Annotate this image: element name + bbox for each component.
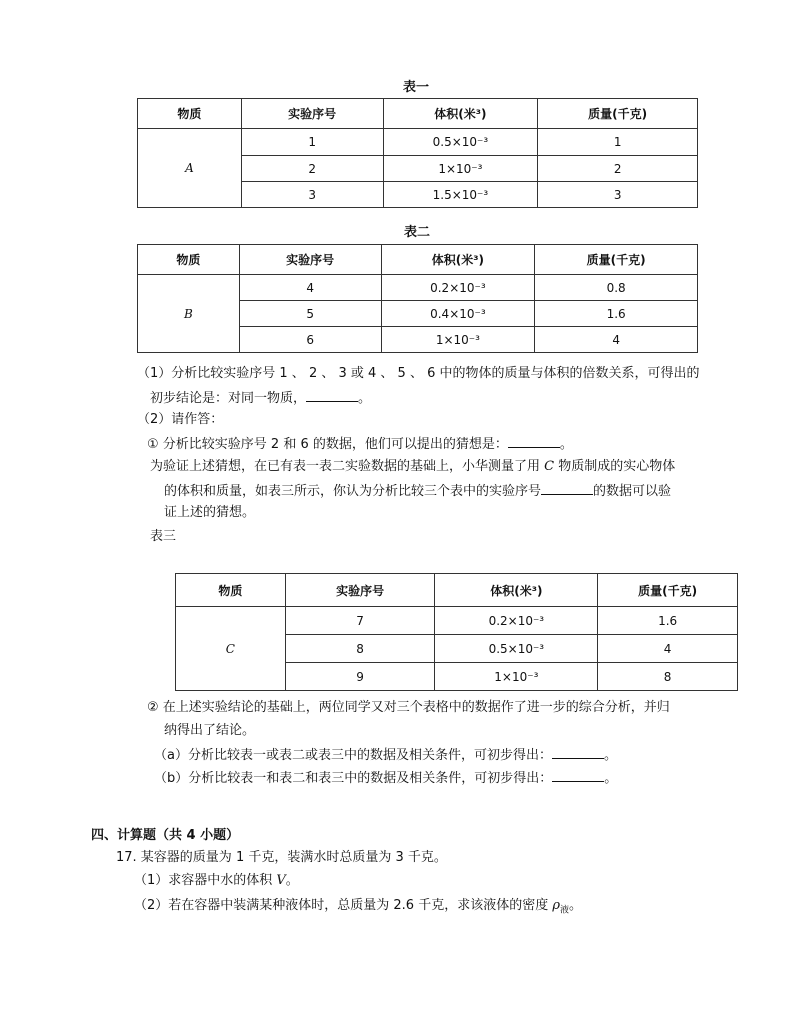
q2-verify-text2b: 的数据可以验 xyxy=(593,484,672,499)
header-volume: 体积(米³) xyxy=(383,99,538,129)
q2-verify-var: C xyxy=(544,459,555,474)
table3-caption: 表三 xyxy=(150,529,177,544)
q17-sub2 xyxy=(134,897,582,920)
mass-cell: 8 xyxy=(598,663,738,691)
mass-cell: 1.6 xyxy=(535,301,698,327)
table2 xyxy=(137,244,698,353)
header-mass: 质量(千克) xyxy=(538,99,698,129)
q2-c2-line1: ② 在上述实验结论的基础上，两位同学又对三个表格中的数据作了进一步的综合分析，并归 xyxy=(147,700,670,715)
table2-caption: 表二 xyxy=(404,225,431,240)
table-row xyxy=(138,275,698,301)
q17-sub2-text: （2）若在容器中装满某种液体时，总质量为 2.6 千克，求该液体的密度 xyxy=(134,898,553,913)
q2-head: （2）请作答： xyxy=(137,412,224,427)
q2-a-answer-blank xyxy=(552,745,604,759)
q2-verify-answer-blank xyxy=(541,481,593,495)
volume-cell: 1×10⁻³ xyxy=(381,327,535,353)
q2-c1-answer-blank xyxy=(508,434,560,448)
volume-cell: 0.4×10⁻³ xyxy=(381,301,535,327)
q2-a-line xyxy=(154,745,617,765)
table-header-row xyxy=(138,245,698,275)
q1-line1: （1）分析比较实验序号 1 、 2 、 3 或 4 、 5 、 6 中的物体的质量与体积的倍数关系，可得出的 xyxy=(137,366,700,381)
q1-line2 xyxy=(150,388,371,408)
serial-cell: 7 xyxy=(285,607,435,635)
header-serial: 实验序号 xyxy=(239,245,381,275)
mass-cell: 4 xyxy=(535,327,698,353)
header-mass: 质量(千克) xyxy=(535,245,698,275)
header-substance: 物质 xyxy=(138,245,240,275)
q1-answer-blank xyxy=(306,388,358,402)
volume-cell: 0.2×10⁻³ xyxy=(435,607,598,635)
header-volume: 体积(米³) xyxy=(381,245,535,275)
volume-cell: 0.5×10⁻³ xyxy=(383,129,538,156)
mass-cell: 0.8 xyxy=(535,275,698,301)
q2-b-answer-blank xyxy=(552,768,604,782)
section-title: 四、计算题（共 4 小题） xyxy=(91,828,240,843)
table3 xyxy=(175,573,738,691)
q2-verify-line1 xyxy=(150,458,675,476)
mass-cell: 1 xyxy=(538,129,698,156)
header-mass: 质量(千克) xyxy=(598,574,738,607)
table-header-row xyxy=(138,99,698,129)
serial-cell: 6 xyxy=(239,327,381,353)
q2-c1-end: 。 xyxy=(559,437,573,452)
table1-caption: 表一 xyxy=(403,80,430,95)
q1-line2-end: 。 xyxy=(358,391,372,406)
mass-cell: 2 xyxy=(538,156,698,182)
serial-cell: 3 xyxy=(241,182,383,208)
q17-sub1-var: V xyxy=(276,873,286,888)
volume-cell: 0.2×10⁻³ xyxy=(381,275,535,301)
mass-cell: 3 xyxy=(538,182,698,208)
serial-cell: 8 xyxy=(285,635,435,663)
table1 xyxy=(137,98,698,208)
header-substance: 物质 xyxy=(138,99,242,129)
q2-b-end: 。 xyxy=(604,771,618,786)
q2-c2-line2: 纳得出了结论。 xyxy=(164,723,256,738)
q17-sub2-end: 。 xyxy=(569,898,583,913)
q17-sub1 xyxy=(134,872,299,890)
substance-cell: B xyxy=(138,275,240,353)
q2-b-line xyxy=(154,768,617,788)
q1-line2-text: 初步结论是：对同一物质， xyxy=(150,391,307,406)
substance-cell: C xyxy=(176,607,286,691)
volume-cell: 1.5×10⁻³ xyxy=(383,182,538,208)
q2-verify-line3: 证上述的猜想。 xyxy=(164,505,256,520)
q2-c1-text: ① 分析比较实验序号 2 和 6 的数据，他们可以提出的猜想是： xyxy=(147,437,508,452)
header-substance: 物质 xyxy=(176,574,286,607)
volume-cell: 0.5×10⁻³ xyxy=(435,635,598,663)
serial-cell: 5 xyxy=(239,301,381,327)
q2-c1-line xyxy=(147,434,573,454)
serial-cell: 9 xyxy=(285,663,435,691)
q2-verify-text1: 为验证上述猜想，在已有表一表二实验数据的基础上，小华测量了用 xyxy=(150,459,545,474)
q2-verify-text1b: 物质制成的实心物体 xyxy=(554,459,676,474)
serial-cell: 4 xyxy=(239,275,381,301)
q2-b-text: （b）分析比较表一和表二和表三中的数据及相关条件，可初步得出： xyxy=(154,771,553,786)
table-header-row xyxy=(176,574,738,607)
q2-a-text: （a）分析比较表一或表二或表三中的数据及相关条件，可初步得出： xyxy=(154,748,552,763)
table-row xyxy=(176,607,738,635)
volume-cell: 1×10⁻³ xyxy=(435,663,598,691)
header-volume: 体积(米³) xyxy=(435,574,598,607)
q17-text: 17. 某容器的质量为 1 千克，装满水时总质量为 3 千克。 xyxy=(116,850,447,865)
q17-sub1-text: （1）求容器中水的体积 xyxy=(134,873,277,888)
q17-sub1-end: 。 xyxy=(285,873,299,888)
q2-verify-line2 xyxy=(164,481,671,501)
serial-cell: 2 xyxy=(241,156,383,182)
header-serial: 实验序号 xyxy=(241,99,383,129)
substance-cell: A xyxy=(138,129,242,208)
mass-cell: 1.6 xyxy=(598,607,738,635)
volume-cell: 1×10⁻³ xyxy=(383,156,538,182)
q2-a-end: 。 xyxy=(603,748,617,763)
header-serial: 实验序号 xyxy=(285,574,435,607)
mass-cell: 4 xyxy=(598,635,738,663)
serial-cell: 1 xyxy=(241,129,383,156)
q2-verify-text2: 的体积和质量，如表三所示，你认为分析比较三个表中的实验序号 xyxy=(164,484,542,499)
q17-sub2-subscript: 液 xyxy=(560,905,570,916)
q17-sub2-var: ρ xyxy=(552,898,560,913)
table-row xyxy=(138,129,698,156)
